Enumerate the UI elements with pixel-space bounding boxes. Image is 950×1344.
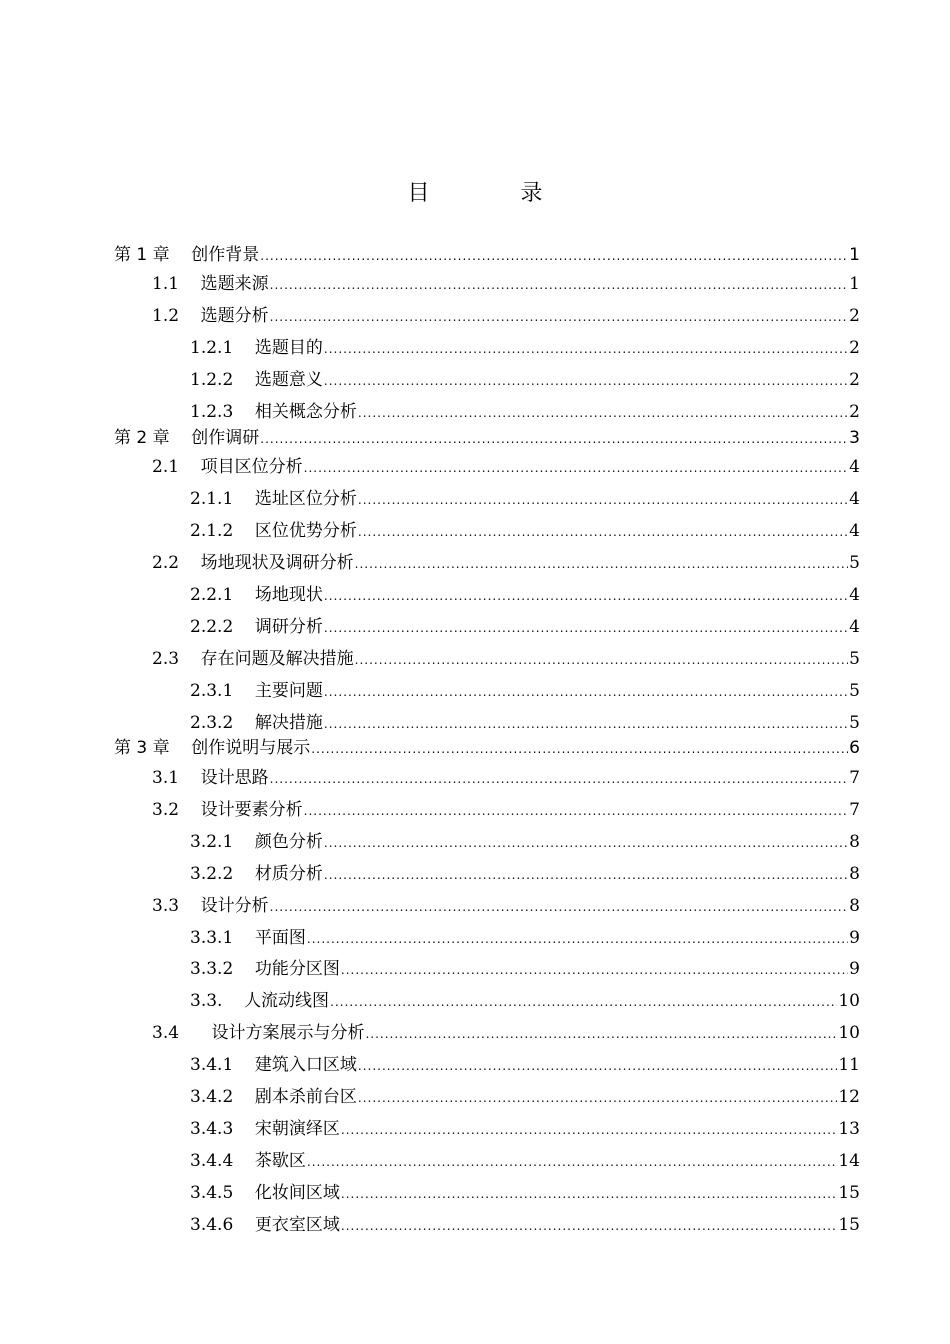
- toc-entry[interactable]: [190, 679, 860, 703]
- toc-leader-dots: [307, 1150, 837, 1174]
- toc-entry[interactable]: [190, 862, 860, 886]
- toc-entry-number: 1.2.1: [190, 338, 255, 358]
- toc-entry-title: 存在问题及解决措施: [200, 649, 354, 669]
- toc-entry-page: 8: [849, 896, 860, 916]
- toc-entry-number: 2.1.1: [190, 489, 255, 509]
- toc-entry[interactable]: [114, 736, 860, 760]
- toc-entry-number: 1.2: [152, 306, 201, 326]
- toc-entry-page: 5: [849, 681, 860, 701]
- toc-entry-title: 化妆间区域: [254, 1183, 340, 1203]
- toc-entry-page: 8: [849, 832, 860, 852]
- toc-entry-title: 人流动线图: [244, 991, 330, 1011]
- toc-entry[interactable]: [190, 336, 860, 360]
- toc-entry-title: 调研分析: [254, 617, 323, 637]
- toc-entry[interactable]: [190, 926, 860, 950]
- toc-entry-title: 平面图: [254, 928, 306, 948]
- toc-entry-number: 3.4.4: [190, 1151, 255, 1171]
- toc-entry[interactable]: [190, 1053, 860, 1077]
- toc-entry-number: 3.3: [152, 896, 201, 916]
- toc-entry-number: 3.4.6: [190, 1215, 255, 1235]
- toc-entry[interactable]: [190, 1149, 860, 1173]
- toc-entry-page: 7: [849, 768, 860, 788]
- toc-entry-title: 相关概念分析: [254, 402, 357, 422]
- toc-entry-number: 2.1: [152, 457, 201, 477]
- toc-entry[interactable]: [152, 455, 860, 479]
- toc-entry-title: 选址区位分析: [254, 489, 357, 509]
- toc-entry-page: 5: [849, 553, 860, 573]
- toc-entry-title: 设计思路: [200, 768, 269, 788]
- toc-title: 目 录: [407, 181, 585, 206]
- toc-leader-dots: [311, 737, 848, 761]
- toc-entry-number: 2.2: [152, 553, 201, 573]
- toc-entry-page: 2: [849, 402, 860, 422]
- toc-entry[interactable]: [190, 583, 860, 607]
- toc-leader-dots: [324, 863, 848, 887]
- toc-entry-title: 建筑入口区域: [254, 1055, 357, 1075]
- toc-entry[interactable]: [190, 487, 860, 511]
- toc-entry-number: 3.2: [152, 800, 201, 820]
- toc-leader-dots: [341, 1182, 837, 1206]
- toc-entry-title: 选题来源: [200, 274, 269, 294]
- toc-leader-dots: [341, 1118, 837, 1142]
- toc-leader-dots: [330, 990, 837, 1014]
- toc-entry[interactable]: [152, 304, 860, 328]
- toc-entry-title: 选题意义: [254, 370, 323, 390]
- toc-entry-number: 2.3.1: [190, 681, 255, 701]
- toc-entry-title: 材质分析: [254, 864, 323, 884]
- toc-leader-dots: [307, 927, 848, 951]
- toc-entry-title: 场地现状及调研分析: [200, 553, 354, 573]
- toc-entry-page: 14: [838, 1151, 860, 1171]
- toc-entry[interactable]: [190, 711, 860, 735]
- toc-entry[interactable]: [152, 798, 860, 822]
- toc-leader-dots: [324, 712, 848, 736]
- toc-entry-page: 6: [849, 738, 860, 758]
- toc-entry-page: 9: [849, 959, 860, 979]
- toc-entry-number: 3.4.2: [190, 1087, 255, 1107]
- toc-entry-number: 3.1: [152, 768, 201, 788]
- toc-entry[interactable]: [152, 894, 860, 918]
- toc-entry-number: 2.3: [152, 649, 201, 669]
- toc-entry-title: 区位优势分析: [254, 521, 357, 541]
- toc-entry-title: 选题分析: [200, 306, 269, 326]
- toc-entry-title: 项目区位分析: [200, 457, 303, 477]
- toc-entry-title: 创作调研: [191, 428, 260, 448]
- toc-entry[interactable]: [190, 368, 860, 392]
- toc-entry-title: 创作说明与展示: [191, 738, 311, 758]
- toc-leader-dots: [270, 767, 849, 791]
- toc-entry-page: 4: [849, 457, 860, 477]
- toc-entry-page: 4: [849, 521, 860, 541]
- toc-entry-number: 第 3 章: [114, 738, 192, 758]
- toc-entry-page: 2: [849, 370, 860, 390]
- toc-leader-dots: [270, 273, 849, 297]
- toc-leader-dots: [365, 1022, 837, 1046]
- toc-entry-title: 功能分区图: [254, 959, 340, 979]
- toc-entry-page: 8: [849, 864, 860, 884]
- toc-entry-number: 3.3.2: [190, 959, 255, 979]
- toc-entry[interactable]: [190, 830, 860, 854]
- toc-leader-dots: [341, 1214, 837, 1238]
- toc-entry-page: 11: [838, 1055, 860, 1075]
- toc-entry-number: 3.3.: [190, 991, 245, 1011]
- toc-leader-dots: [355, 552, 849, 576]
- toc-leader-dots: [358, 1054, 837, 1078]
- toc-entry-number: 3.3.1: [190, 928, 255, 948]
- toc-entry-page: 2: [849, 338, 860, 358]
- toc-entry-page: 10: [838, 1023, 860, 1043]
- toc-entry-number: 3.4.5: [190, 1183, 255, 1203]
- toc-entry-page: 1: [849, 245, 860, 265]
- toc-leader-dots: [304, 799, 849, 823]
- toc-entry[interactable]: [190, 1213, 860, 1237]
- toc-leader-dots: [324, 584, 848, 608]
- toc-leader-dots: [270, 895, 849, 919]
- toc-entry-page: 2: [849, 306, 860, 326]
- toc-leader-dots: [324, 337, 848, 361]
- toc-entry-number: 3.2.2: [190, 864, 255, 884]
- toc-entry[interactable]: [152, 551, 860, 575]
- toc-entry-number: 1.2.3: [190, 402, 255, 422]
- toc-entry-title: 设计分析: [200, 896, 269, 916]
- toc-entry-number: 2.3.2: [190, 713, 255, 733]
- toc-entry-number: 3.4: [152, 1023, 212, 1043]
- toc-leader-dots: [358, 488, 848, 512]
- toc-entry-title: 更衣室区域: [254, 1215, 340, 1235]
- toc-entry[interactable]: [190, 400, 860, 424]
- toc-entry-page: 4: [849, 489, 860, 509]
- toc-leader-dots: [358, 401, 848, 425]
- toc-entry-page: 15: [838, 1183, 860, 1203]
- toc-entry-title: 设计方案展示与分析: [211, 1023, 365, 1043]
- toc-entry-page: 3: [849, 428, 860, 448]
- toc-leader-dots: [324, 369, 848, 393]
- toc-entry[interactable]: [152, 272, 860, 296]
- toc-leader-dots: [270, 305, 849, 329]
- toc-entry-number: 3.4.1: [190, 1055, 255, 1075]
- toc-entry-page: 15: [838, 1215, 860, 1235]
- toc-entry-page: 7: [849, 800, 860, 820]
- toc-leader-dots: [260, 244, 848, 268]
- toc-entry[interactable]: [152, 1021, 860, 1045]
- toc-entry[interactable]: [190, 1117, 860, 1141]
- toc-entry[interactable]: [190, 615, 860, 639]
- toc-entry[interactable]: [190, 519, 860, 543]
- toc-entry-title: 宋朝演绎区: [254, 1119, 340, 1139]
- toc-entry-page: 9: [849, 928, 860, 948]
- toc-leader-dots: [358, 1086, 837, 1110]
- toc-entry-title: 设计要素分析: [200, 800, 303, 820]
- toc-entry-number: 2.2.2: [190, 617, 255, 637]
- toc-entry[interactable]: [190, 1085, 860, 1109]
- toc-entry[interactable]: [152, 766, 860, 790]
- toc-leader-dots: [324, 831, 848, 855]
- toc-entry[interactable]: [114, 426, 860, 450]
- toc-entry-title: 颜色分析: [254, 832, 323, 852]
- toc-leader-dots: [341, 958, 848, 982]
- toc-entry-title: 解决措施: [254, 713, 323, 733]
- toc-entry-number: 3.2.1: [190, 832, 255, 852]
- toc-leader-dots: [324, 680, 848, 704]
- toc-entry-number: 2.1.2: [190, 521, 255, 541]
- toc-entry[interactable]: [190, 957, 860, 981]
- toc-entry-title: 创作背景: [191, 245, 260, 265]
- toc-entry-number: 第 1 章: [114, 245, 192, 265]
- toc-entry-page: 5: [849, 649, 860, 669]
- toc-entry-number: 1.2.2: [190, 370, 255, 390]
- toc-leader-dots: [260, 427, 848, 451]
- toc-entry-title: 选题目的: [254, 338, 323, 358]
- toc-entry-page: 13: [838, 1119, 860, 1139]
- toc-leader-dots: [304, 456, 849, 480]
- toc-entry-page: 4: [849, 617, 860, 637]
- toc-entry[interactable]: [190, 989, 860, 1013]
- toc-entry-page: 10: [838, 991, 860, 1011]
- toc-leader-dots: [358, 520, 848, 544]
- toc-leader-dots: [355, 648, 849, 672]
- toc-entry-number: 2.2.1: [190, 585, 255, 605]
- toc-entry-number: 3.4.3: [190, 1119, 255, 1139]
- toc-entry-page: 1: [849, 274, 860, 294]
- toc-entry-title: 场地现状: [254, 585, 323, 605]
- toc-leader-dots: [324, 616, 848, 640]
- toc-entry[interactable]: [114, 243, 860, 267]
- toc-entry-title: 剧本杀前台区: [254, 1087, 357, 1107]
- toc-entry-page: 12: [838, 1087, 860, 1107]
- toc-entry[interactable]: [152, 647, 860, 671]
- toc-entry-page: 4: [849, 585, 860, 605]
- toc-entry[interactable]: [190, 1181, 860, 1205]
- toc-entry-title: 茶歇区: [254, 1151, 306, 1171]
- toc-entry-number: 1.1: [152, 274, 201, 294]
- toc-entry-title: 主要问题: [254, 681, 323, 701]
- toc-entry-page: 5: [849, 713, 860, 733]
- toc-entry-number: 第 2 章: [114, 428, 192, 448]
